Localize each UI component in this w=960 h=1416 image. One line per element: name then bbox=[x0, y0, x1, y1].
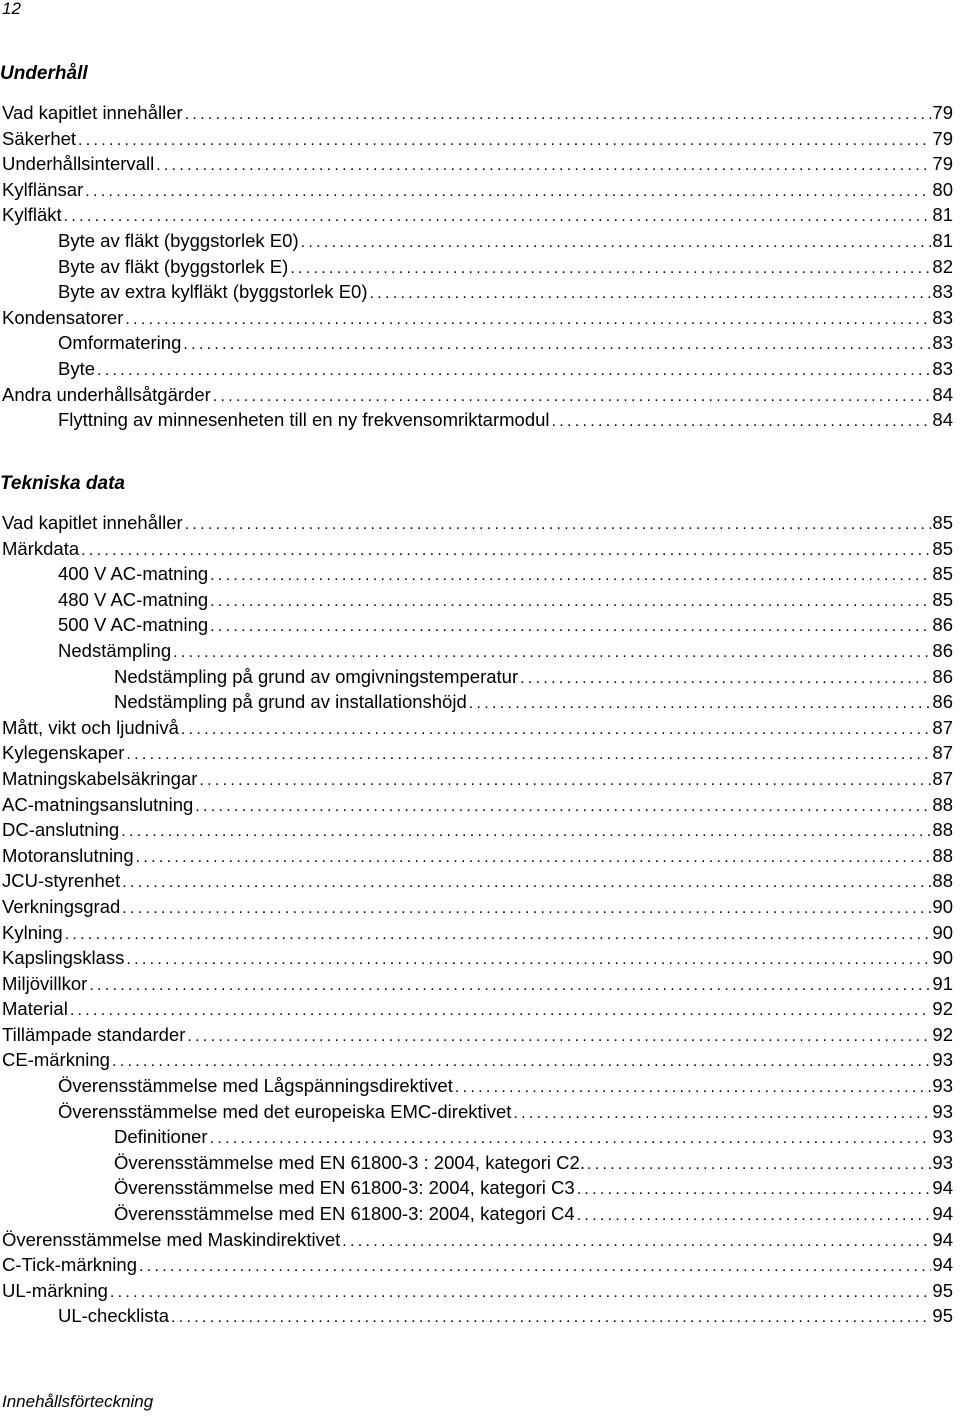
toc-entry-label: Definitioner bbox=[114, 1126, 208, 1148]
dot-leader bbox=[469, 691, 932, 715]
toc-entry-label: Verkningsgrad bbox=[2, 895, 121, 917]
dot-leader bbox=[112, 1049, 931, 1073]
toc-entry-page: 93 bbox=[932, 1100, 953, 1122]
toc-entry-label: DC-anslutning bbox=[2, 819, 120, 841]
toc-entry-page: 84 bbox=[932, 383, 953, 405]
toc-entry-label: Omformatering bbox=[58, 332, 182, 354]
toc-entry-page: 95 bbox=[932, 1305, 953, 1327]
toc-entry-label: Tillämpade standarder bbox=[2, 1023, 186, 1045]
dot-leader bbox=[213, 384, 932, 408]
toc-entry-label: Kylegenskaper bbox=[2, 742, 125, 764]
toc-entry-label: Material bbox=[2, 998, 68, 1020]
toc-entry[interactable] bbox=[0, 894, 953, 920]
toc-entry-page: 88 bbox=[932, 870, 953, 892]
toc-entry-page: 94 bbox=[932, 1254, 953, 1276]
toc-entry-label: Säkerhet bbox=[2, 127, 77, 149]
toc-entry[interactable] bbox=[0, 1252, 953, 1278]
toc-list bbox=[0, 100, 953, 433]
toc-entry[interactable] bbox=[0, 792, 953, 818]
toc-entry-label: CE-märkning bbox=[2, 1049, 110, 1071]
toc-entry[interactable] bbox=[0, 612, 953, 638]
toc-entry-page: 94 bbox=[932, 1177, 953, 1199]
toc-entry-label: Överensstämmelse med Lågspänningsdirektivet bbox=[58, 1075, 453, 1097]
toc-entry[interactable] bbox=[0, 971, 953, 997]
dot-leader bbox=[455, 1075, 932, 1099]
toc-entry-label: Flyttning av minnesenheten till en ny frekvensomriktarmodul bbox=[58, 409, 550, 431]
toc-entry-page: 85 bbox=[932, 537, 953, 559]
toc-entry[interactable] bbox=[0, 305, 953, 331]
dot-leader bbox=[85, 179, 931, 203]
toc-entry[interactable] bbox=[0, 254, 953, 280]
toc-entry[interactable] bbox=[0, 536, 953, 562]
toc-list bbox=[0, 510, 953, 1329]
toc-entry-page: 84 bbox=[932, 409, 953, 431]
toc-entry[interactable] bbox=[0, 407, 953, 433]
toc-entry-page: 85 bbox=[932, 588, 953, 610]
toc-entry-label: Kondensatorer bbox=[2, 306, 124, 328]
section-title: Tekniska data bbox=[0, 473, 125, 494]
toc-entry-page: 92 bbox=[932, 1023, 953, 1045]
section-title: Underhåll bbox=[0, 63, 88, 84]
dot-leader bbox=[181, 717, 932, 741]
toc-section-tekniska-data bbox=[0, 470, 953, 1329]
toc-entry[interactable] bbox=[0, 664, 953, 690]
toc-entry-page: 91 bbox=[932, 972, 953, 994]
toc-entry-label: Nedstämpling på grund av omgivningstemperatur bbox=[114, 665, 519, 687]
dot-leader bbox=[577, 1203, 932, 1227]
toc-entry-label: Överensstämmelse med EN 61800-3 : 2004, kategori C2. bbox=[114, 1151, 585, 1173]
toc-entry-label: Byte av fläkt (byggstorlek E) bbox=[58, 255, 289, 277]
dot-leader bbox=[97, 358, 931, 382]
toc-entry-page: 79 bbox=[932, 102, 953, 123]
toc-entry[interactable] bbox=[0, 1022, 953, 1048]
toc-entry[interactable] bbox=[0, 202, 953, 228]
toc-entry[interactable] bbox=[0, 1201, 953, 1227]
toc-entry[interactable] bbox=[0, 228, 953, 254]
toc-entry-label: Kapslingsklass bbox=[2, 947, 125, 969]
dot-leader bbox=[122, 870, 931, 894]
toc-entry-label: Kylfläkt bbox=[2, 204, 62, 226]
dot-leader bbox=[195, 794, 931, 818]
toc-entry-label: Vad kapitlet innehåller bbox=[2, 102, 183, 123]
toc-entry-page: 88 bbox=[932, 844, 953, 866]
toc-entry-label: Märkdata bbox=[2, 537, 80, 559]
toc-entry-label: Nedstämpling bbox=[58, 639, 172, 661]
dot-leader bbox=[342, 1229, 931, 1253]
footer-text: Innehållsförteckning bbox=[2, 1392, 154, 1411]
toc-entry-page: 94 bbox=[932, 1228, 953, 1250]
toc-entry[interactable] bbox=[0, 868, 953, 894]
toc-entry[interactable] bbox=[0, 766, 953, 792]
toc-entry-page: 86 bbox=[932, 639, 953, 661]
toc-entry[interactable] bbox=[0, 817, 953, 843]
toc-entry[interactable] bbox=[0, 715, 953, 741]
toc-entry-page: 94 bbox=[932, 1203, 953, 1225]
toc-entry[interactable] bbox=[0, 279, 953, 305]
toc-entry-page: 92 bbox=[932, 998, 953, 1020]
toc-entry-page: 93 bbox=[932, 1126, 953, 1148]
toc-entry-page: 82 bbox=[932, 255, 953, 277]
toc-entry-label: UL-märkning bbox=[2, 1279, 108, 1301]
toc-entry-page: 86 bbox=[932, 665, 953, 687]
toc-entry-label: Överensstämmelse med EN 61800-3: 2004, kategori C3 bbox=[114, 1177, 575, 1199]
toc-entry-page: 87 bbox=[932, 767, 953, 789]
toc-entry[interactable] bbox=[0, 1047, 953, 1073]
dot-leader bbox=[171, 1305, 931, 1329]
dot-leader bbox=[210, 614, 931, 638]
dot-leader bbox=[183, 332, 931, 356]
toc-entry-label: Nedstämpling på grund av installationshöjd bbox=[114, 691, 467, 713]
dot-leader bbox=[126, 742, 931, 766]
toc-entry-page: 88 bbox=[932, 819, 953, 841]
toc-entry[interactable] bbox=[0, 382, 953, 408]
toc-entry[interactable] bbox=[0, 510, 953, 536]
toc-entry[interactable] bbox=[0, 177, 953, 203]
dot-leader bbox=[136, 845, 932, 869]
toc-entry-label: Byte av fläkt (byggstorlek E0) bbox=[58, 229, 299, 251]
dot-leader bbox=[70, 998, 932, 1022]
toc-entry-label: Kylflänsar bbox=[2, 178, 84, 200]
dot-leader bbox=[369, 281, 931, 305]
toc-entry[interactable] bbox=[0, 1303, 953, 1329]
toc-entry-page: 90 bbox=[932, 921, 953, 943]
toc-entry[interactable] bbox=[0, 740, 953, 766]
toc-entry-label: 400 V AC-matning bbox=[58, 563, 209, 585]
toc-entry[interactable] bbox=[0, 1278, 953, 1304]
dot-leader bbox=[210, 1126, 932, 1150]
toc-entry-label: Överensstämmelse med EN 61800-3: 2004, kategori C4 bbox=[114, 1203, 575, 1225]
dot-leader bbox=[156, 153, 931, 177]
toc-entry-page: 80 bbox=[932, 178, 953, 200]
toc-entry-page: 83 bbox=[932, 357, 953, 379]
toc-entry[interactable] bbox=[0, 1227, 953, 1253]
toc-entry[interactable] bbox=[0, 1099, 953, 1125]
toc-entry-label: C-Tick-märkning bbox=[2, 1254, 137, 1276]
dot-leader bbox=[139, 1254, 931, 1278]
toc-entry-page: 79 bbox=[932, 153, 953, 175]
toc-entry-page: 85 bbox=[932, 512, 953, 533]
toc-entry[interactable] bbox=[0, 151, 953, 177]
toc-entry-page: 93 bbox=[932, 1049, 953, 1071]
toc-entry[interactable] bbox=[0, 330, 953, 356]
toc-entry[interactable] bbox=[0, 100, 953, 126]
toc-entry-page: 83 bbox=[932, 332, 953, 354]
dot-leader bbox=[78, 128, 931, 152]
toc-entry-label: Matningskabelsäkringar bbox=[2, 767, 198, 789]
toc-entry-label: Kylning bbox=[2, 921, 63, 943]
dot-leader bbox=[199, 768, 931, 792]
dot-leader bbox=[210, 563, 931, 587]
toc-entry-label: 500 V AC-matning bbox=[58, 614, 209, 636]
toc-entry-page: 79 bbox=[932, 127, 953, 149]
toc-entry-label: UL-checklista bbox=[58, 1305, 170, 1327]
dot-leader bbox=[587, 1152, 931, 1176]
toc-entry-label: Mått, vikt och ljudnivå bbox=[2, 716, 179, 738]
toc-entry-page: 87 bbox=[932, 716, 953, 738]
dot-leader bbox=[290, 256, 931, 280]
toc-entry[interactable] bbox=[0, 638, 953, 664]
dot-leader bbox=[89, 973, 931, 997]
toc-entry-label: Byte av extra kylfläkt (byggstorlek E0) bbox=[58, 281, 368, 303]
toc-entry[interactable] bbox=[0, 920, 953, 946]
toc-entry[interactable] bbox=[0, 1073, 953, 1099]
toc-entry-page: 93 bbox=[932, 1151, 953, 1173]
dot-leader bbox=[577, 1177, 932, 1201]
dot-leader bbox=[552, 409, 932, 433]
toc-entry-page: 81 bbox=[932, 229, 953, 251]
toc-entry-page: 93 bbox=[932, 1075, 953, 1097]
toc-entry[interactable] bbox=[0, 996, 953, 1022]
toc-entry[interactable] bbox=[0, 587, 953, 613]
toc-entry-label: AC-matningsanslutning bbox=[2, 793, 194, 815]
toc-section-underhall bbox=[0, 60, 953, 433]
dot-leader bbox=[121, 819, 931, 843]
dot-leader bbox=[520, 666, 931, 690]
dot-leader bbox=[65, 922, 932, 946]
toc-entry-page: 86 bbox=[932, 614, 953, 636]
dot-leader bbox=[187, 1024, 931, 1048]
toc-entry[interactable] bbox=[0, 561, 953, 587]
toc-entry-label: Överensstämmelse med Maskindirektivet bbox=[2, 1228, 341, 1250]
toc-entry-label: Överensstämmelse med det europeiska EMC-direktivet bbox=[58, 1100, 512, 1122]
toc-entry[interactable] bbox=[0, 126, 953, 152]
dot-leader bbox=[110, 1280, 932, 1304]
toc-entry-page: 87 bbox=[932, 742, 953, 764]
toc-entry[interactable] bbox=[0, 843, 953, 869]
dot-leader bbox=[125, 307, 931, 331]
toc-entry[interactable] bbox=[0, 1150, 953, 1176]
toc-entry[interactable] bbox=[0, 945, 953, 971]
dot-leader bbox=[81, 538, 931, 562]
toc-entry-page: 88 bbox=[932, 793, 953, 815]
dot-leader bbox=[185, 102, 932, 126]
toc-entry-page: 86 bbox=[932, 691, 953, 713]
toc-entry[interactable] bbox=[0, 689, 953, 715]
dot-leader bbox=[173, 640, 931, 664]
toc-entry-label: Byte bbox=[58, 357, 96, 379]
toc-entry-label: Miljövillkor bbox=[2, 972, 88, 994]
dot-leader bbox=[122, 896, 931, 920]
toc-entry[interactable] bbox=[0, 1175, 953, 1201]
toc-entry-page: 83 bbox=[932, 281, 953, 303]
toc-entry-page: 85 bbox=[932, 563, 953, 585]
page-number: 12 bbox=[2, 0, 21, 18]
toc-entry-label: Vad kapitlet innehåller bbox=[2, 512, 183, 533]
toc-entry[interactable] bbox=[0, 1124, 953, 1150]
dot-leader bbox=[210, 589, 931, 613]
toc-entry-label: JCU-styrenhet bbox=[2, 870, 121, 892]
toc-entry-label: Underhållsintervall bbox=[2, 153, 155, 175]
dot-leader bbox=[126, 947, 931, 971]
dot-leader bbox=[301, 230, 932, 254]
toc-entry[interactable] bbox=[0, 356, 953, 382]
toc-entry-page: 95 bbox=[932, 1279, 953, 1301]
dot-leader bbox=[185, 512, 932, 536]
dot-leader bbox=[513, 1101, 931, 1125]
toc-entry-page: 90 bbox=[932, 947, 953, 969]
toc-entry-label: Andra underhållsåtgärder bbox=[2, 383, 211, 405]
dot-leader bbox=[64, 204, 932, 228]
toc-entry-label: 480 V AC-matning bbox=[58, 588, 209, 610]
toc-entry-page: 90 bbox=[932, 895, 953, 917]
toc-entry-label: Motoranslutning bbox=[2, 844, 134, 866]
toc-entry-page: 83 bbox=[932, 306, 953, 328]
toc-entry-page: 81 bbox=[932, 204, 953, 226]
